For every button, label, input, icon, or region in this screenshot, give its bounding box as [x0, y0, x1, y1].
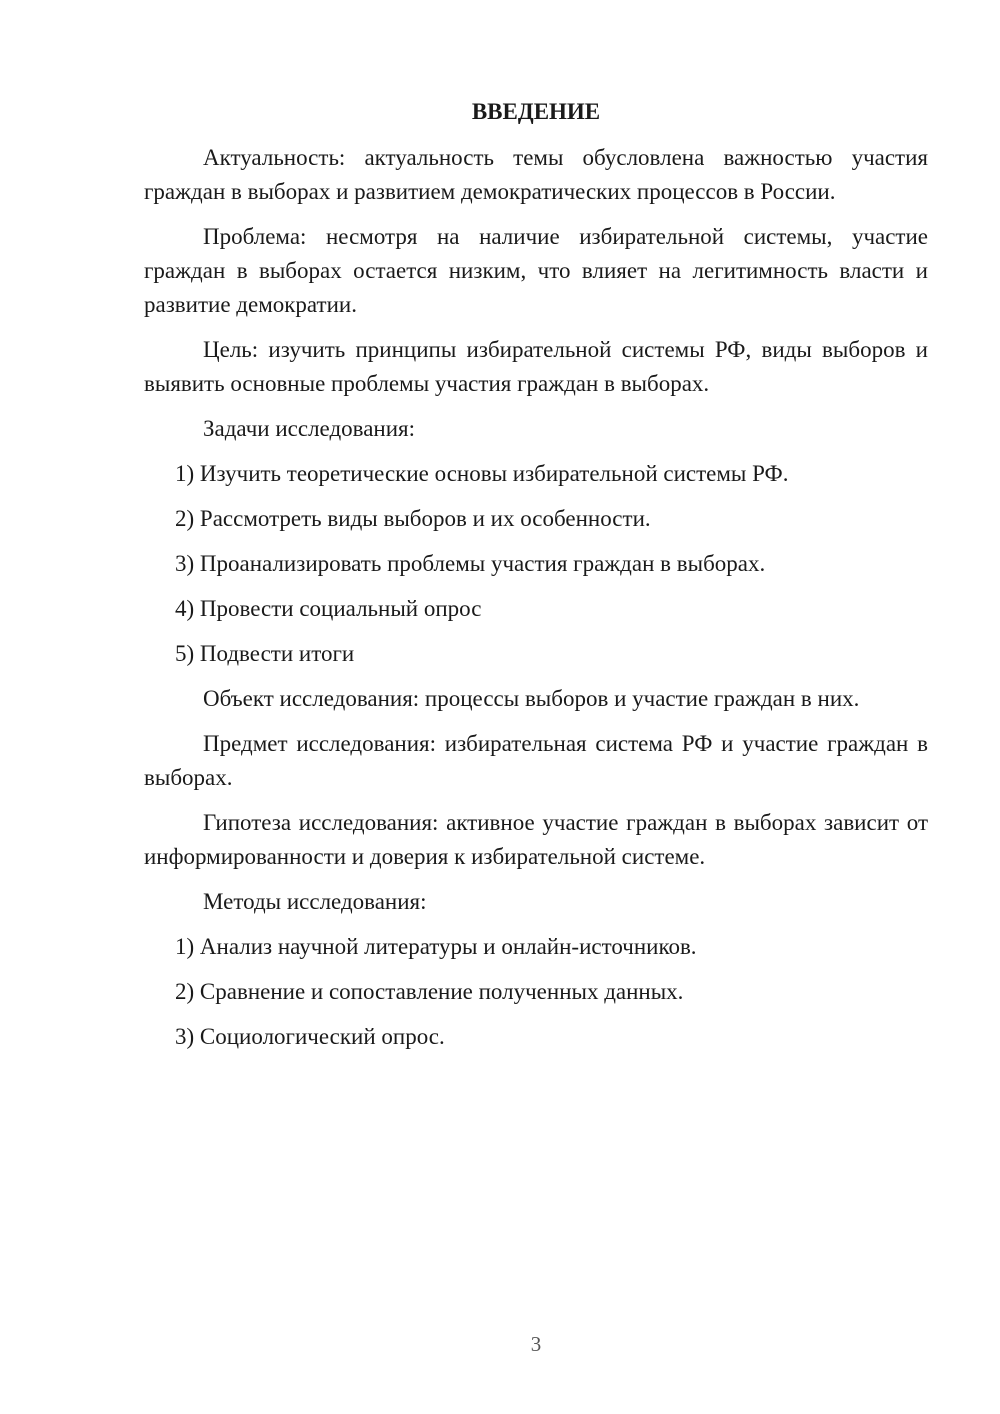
- list-item: 1) Анализ научной литературы и онлайн-источников.: [175, 934, 697, 959]
- goal-paragraph: Цель: изучить принципы избирательной системы РФ, виды выборов и выявить основные проблемы участия граждан в выборах.: [144, 337, 928, 396]
- list-item: 4) Провести социальный опрос: [175, 596, 482, 621]
- document-body: [144, 95, 928, 1065]
- subject-paragraph: Предмет исследования: избирательная система РФ и участие граждан в выборах.: [144, 731, 928, 790]
- page-title: ВВЕДЕНИЕ: [471, 99, 601, 124]
- methods-heading: Методы исследования:: [203, 889, 427, 914]
- hypothesis-paragraph: Гипотеза исследования: активное участие граждан в выборах зависит от информированности и доверия к избирательной системе.: [144, 810, 928, 869]
- list-item: 5) Подвести итоги: [175, 641, 355, 666]
- page-number: 3: [530, 1332, 542, 1356]
- tasks-list: [144, 457, 928, 671]
- list-item: 2) Рассмотреть виды выборов и их особенности.: [175, 506, 651, 531]
- list-item: 3) Социологический опрос.: [175, 1024, 445, 1049]
- object-paragraph: Объект исследования: процессы выборов и участие граждан в них.: [203, 686, 860, 711]
- problem-paragraph: Проблема: несмотря на наличие избирательной системы, участие граждан в выборах остается низким, что влияет на легитимность власти и развитие демократии.: [144, 224, 928, 317]
- list-item: 2) Сравнение и сопоставление полученных данных.: [175, 979, 684, 1004]
- list-item: 3) Проанализировать проблемы участия граждан в выборах.: [175, 551, 766, 576]
- relevance-paragraph: Актуальность: актуальность темы обусловлена важностью участия граждан в выборах и развитием демократических процессов в России.: [144, 145, 928, 204]
- list-item: 1) Изучить теоретические основы избирательной системы РФ.: [175, 461, 789, 486]
- tasks-heading: Задачи исследования:: [203, 416, 416, 441]
- methods-list: [144, 930, 928, 1054]
